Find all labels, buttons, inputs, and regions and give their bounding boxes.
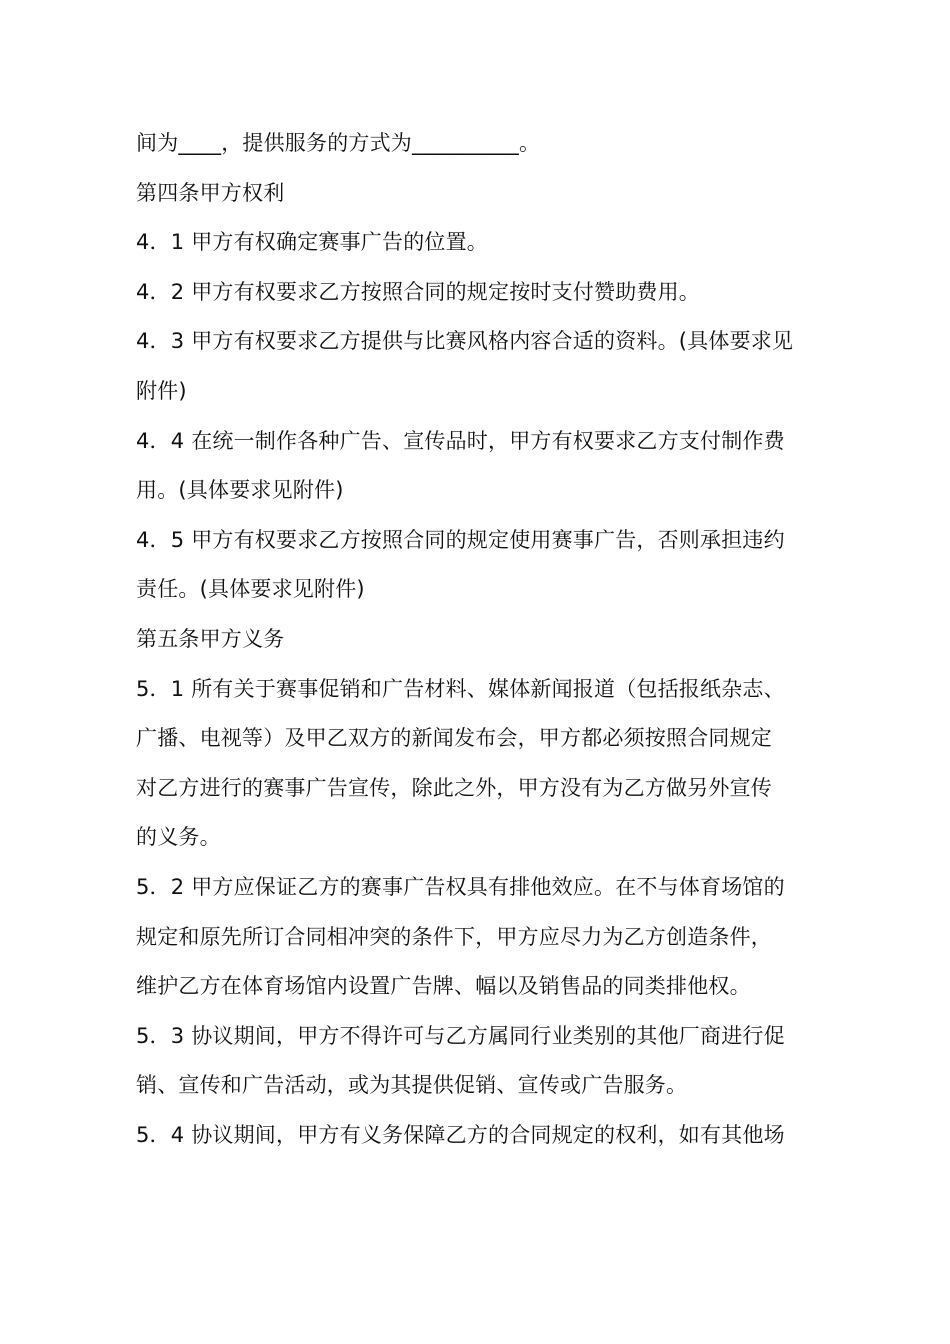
clause-line: 5．1 所有关于赛事促销和广告材料、媒体新闻报道（包括报纸杂志、 <box>136 676 785 701</box>
clause-line: 4．2 甲方有权要求乙方按照合同的规定按时支付赞助费用。 <box>136 279 700 304</box>
clause-line: 的义务。 <box>136 825 221 850</box>
clause-line: 4．4 在统一制作各种广告、宣传品时，甲方有权要求乙方支付制作费 <box>136 428 785 453</box>
document-body <box>136 124 820 1165</box>
section-heading: 第四条甲方权利 <box>136 180 285 205</box>
clause-line: 用。(具体要求见附件) <box>136 478 344 503</box>
clause-line: 5．2 甲方应保证乙方的赛事广告权具有排他效应。在不与体育场馆的 <box>136 874 785 899</box>
clause-line: 5．4 协议期间，甲方有义务保障乙方的合同规定的权利，如有其他场 <box>136 1122 785 1147</box>
clause-line: 4．3 甲方有权要求乙方提供与比赛风格内容合适的资料。(具体要求见 <box>136 329 794 354</box>
clause-line: 维护乙方在体育场馆内设置广告牌、幅以及销售品的同类排他权。 <box>136 974 751 999</box>
clause-line: 规定和原先所订合同相冲突的条件下，甲方应尽力为乙方创造条件， <box>136 924 772 949</box>
clause-line: 4．5 甲方有权要求乙方按照合同的规定使用赛事广告，否则承担违约 <box>136 527 785 552</box>
clause-line: 附件) <box>136 378 187 403</box>
clause-line: 销、宣传和广告活动，或为其提供促销、宣传或广告服务。 <box>136 1073 688 1098</box>
clause-line: 4．1 甲方有权确定赛事广告的位置。 <box>136 230 488 255</box>
text-line: 间为____，提供服务的方式为__________。 <box>136 131 541 155</box>
clause-line: 广播、电视等）及甲乙双方的新闻发布会，甲方都必须按照合同规定 <box>136 726 772 751</box>
section-heading: 第五条甲方义务 <box>136 626 285 651</box>
clause-line: 5．3 协议期间，甲方不得许可与乙方属同行业类别的其他厂商进行促 <box>136 1023 785 1048</box>
clause-line: 对乙方进行的赛事广告宣传，除此之外，甲方没有为乙方做另外宣传 <box>136 775 772 800</box>
clause-line: 责任。(具体要求见附件) <box>136 577 365 602</box>
